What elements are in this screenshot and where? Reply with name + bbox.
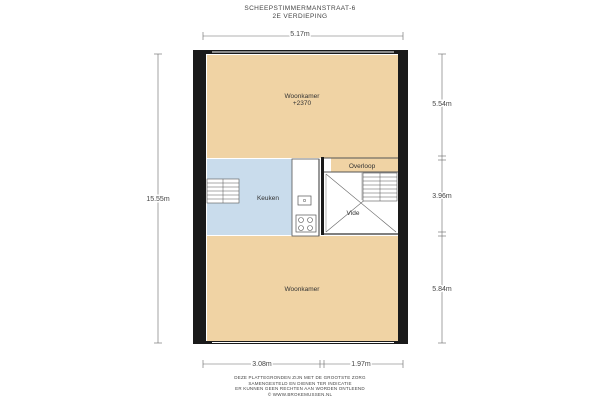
dimension-right-mid-label: 3.96m [432, 193, 452, 200]
dimension-right-top-label: 5.54m [432, 101, 452, 108]
disclaimer-line-1: DEZE PLATTEGRONDEN ZIJN MET DE GROOTSTE ZORG [234, 375, 366, 380]
wall-left [193, 50, 206, 344]
dimension-right-bottom-label: 5.84m [432, 286, 452, 293]
dimension-bottom [203, 360, 403, 368]
overloop-label: Overloop [348, 163, 376, 170]
stairs-right-icon [363, 173, 397, 201]
sink-icon [298, 196, 311, 205]
stairs-left-icon [207, 179, 239, 203]
wall-right [398, 50, 408, 344]
plan-subtitle: 2E VERDIEPING [272, 13, 328, 20]
dimension-top-label: 5.17m [290, 31, 310, 38]
disclaimer-line-3: ER KUNNEN GEEN RECHTEN AAN WORDEN ONTLEEND [235, 386, 365, 391]
woonkamer-top-label: Woonkamer [284, 93, 320, 100]
woonkamer-top-height: +2370 [292, 100, 312, 107]
cooktop-icon [296, 215, 316, 232]
disclaimer-line-4: © WWW.BROKEMUSSEN.NL [267, 391, 333, 397]
dimension-bottom-left-label: 3.08m [252, 361, 272, 368]
disclaimer [0, 375, 600, 397]
plan-title: SCHEEPSTIMMERMANSTRAAT-6 [244, 5, 356, 12]
keuken-label: Keuken [256, 195, 280, 202]
dimension-bottom-right-label: 1.97m [351, 361, 371, 368]
woonkamer-bottom-label: Woonkamer [284, 286, 320, 293]
disclaimer-line-2: SAMENGESTELD EN DIENEN TER INDICATIE [248, 380, 352, 386]
vide-label: Vide [346, 210, 360, 217]
dimension-left-label: 15.55m [146, 196, 170, 203]
